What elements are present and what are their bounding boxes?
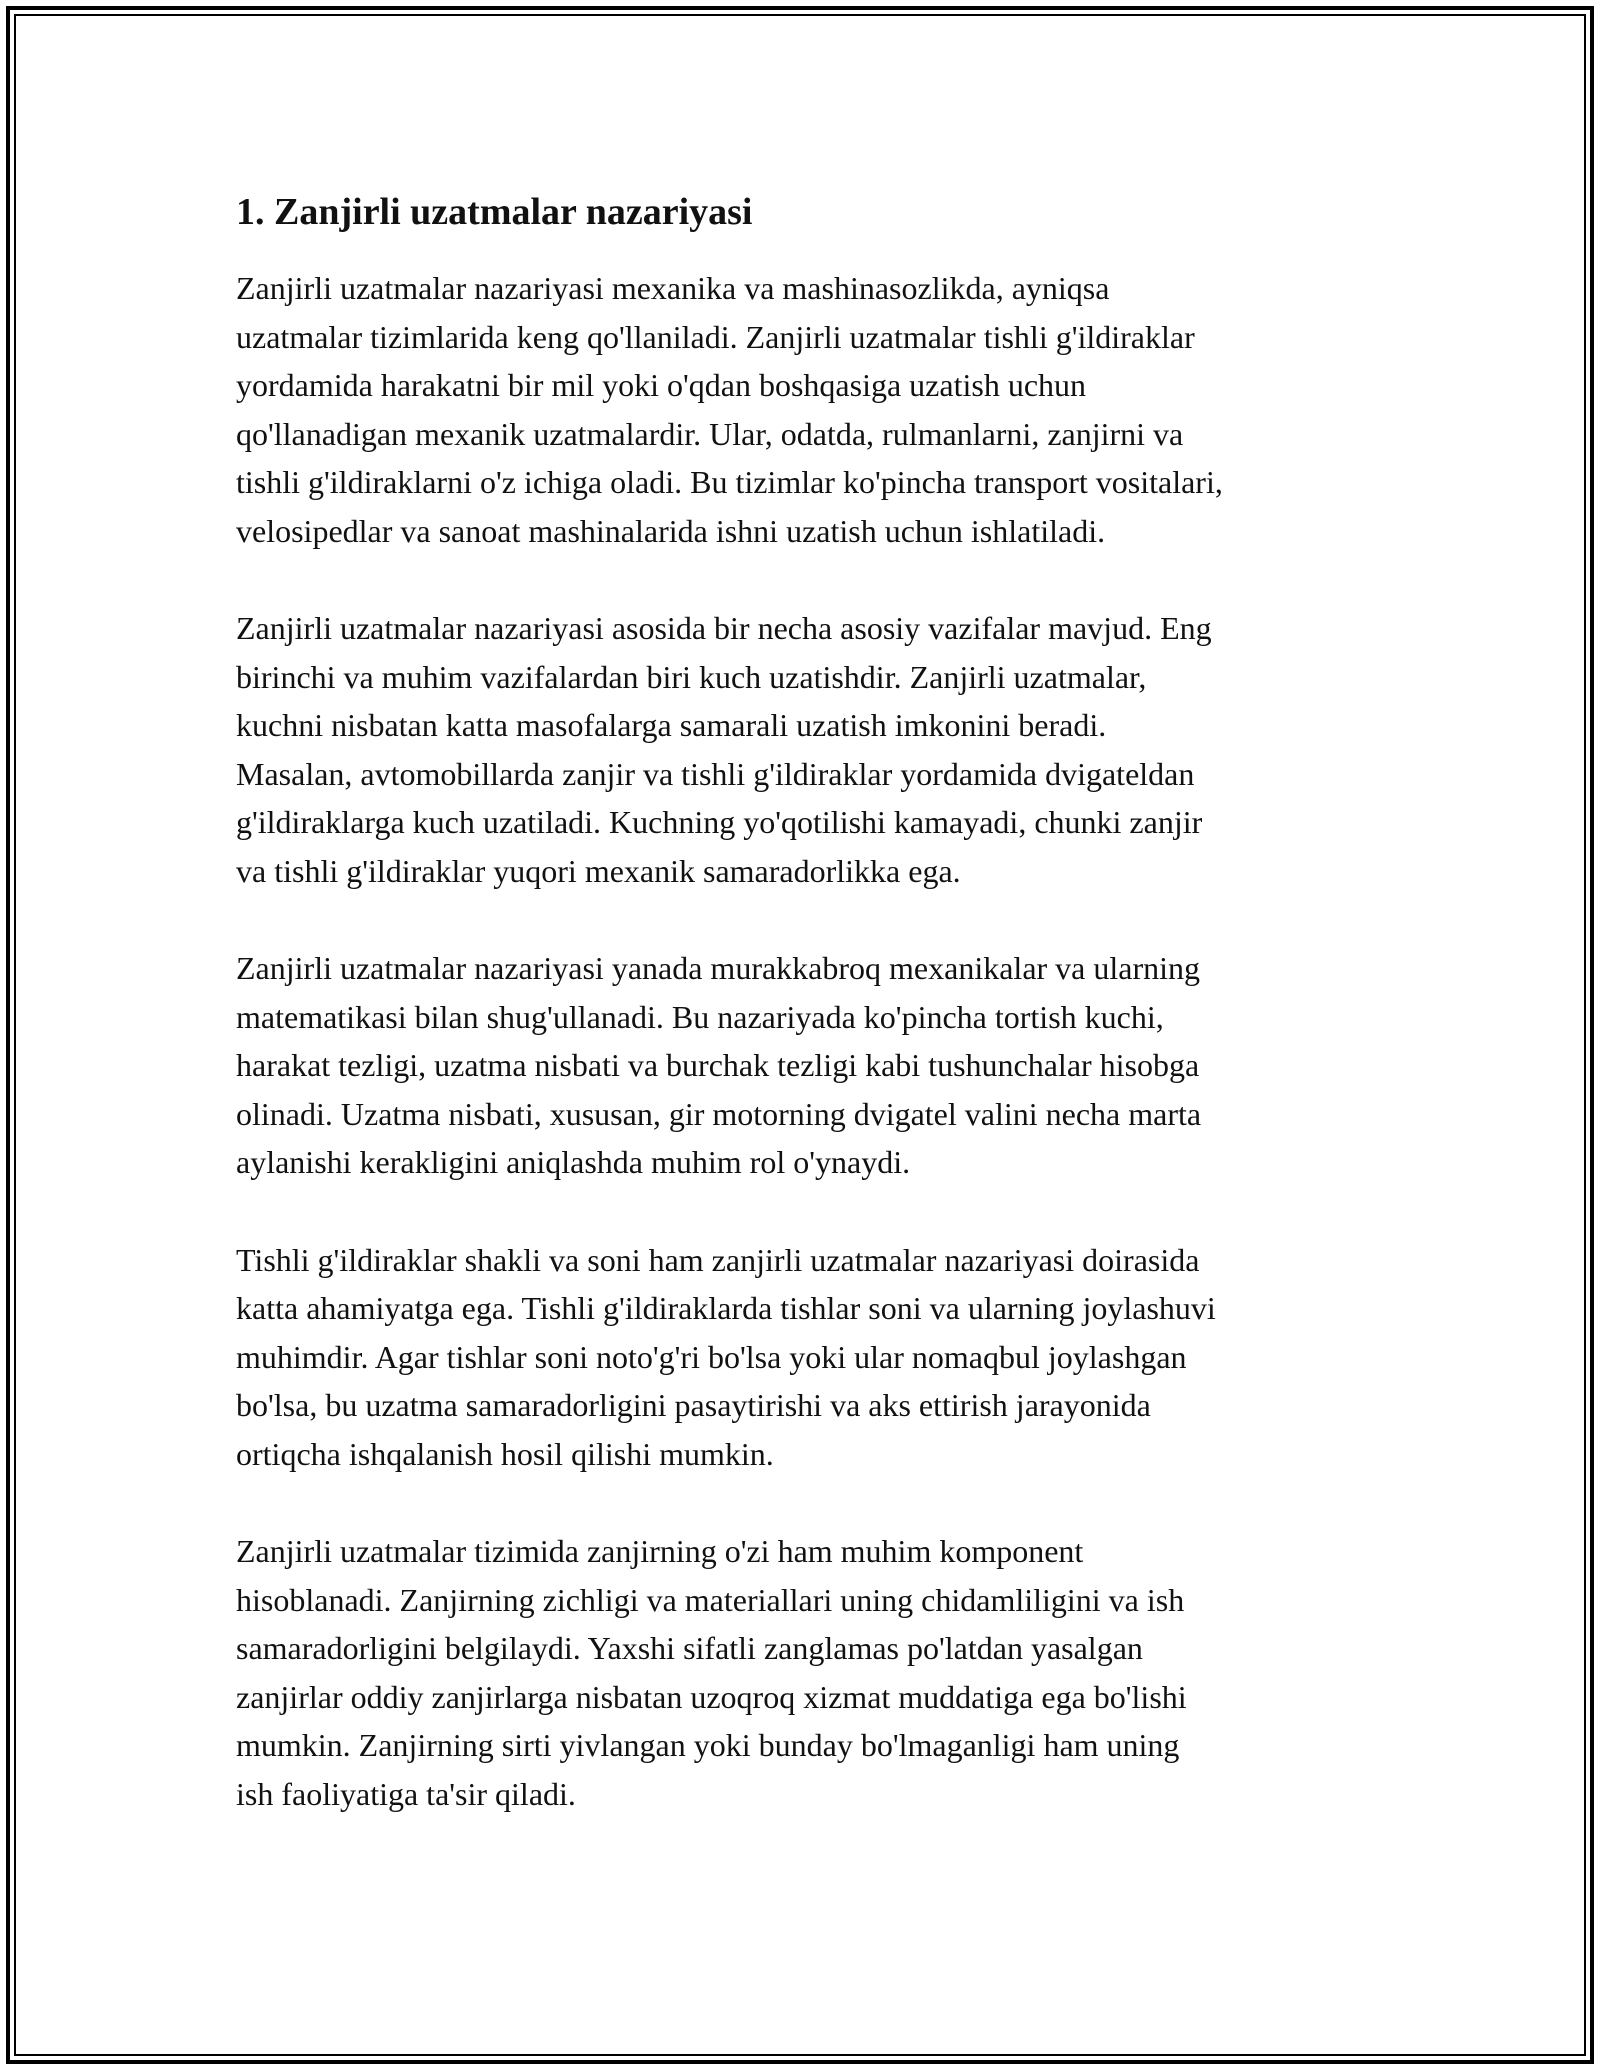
paragraph-line: uzatmalar tizimlarida keng qo'llaniladi. Zanjirli uzatmalar tishli g'ildiraklar [236, 318, 1195, 355]
paragraph-line: mumkin. Zanjirning sirti yivlangan yoki bunday bo'lmaganligi ham uning [236, 1727, 1180, 1763]
paragraph [236, 1236, 1386, 1479]
paragraph-line: Zanjirli uzatmalar nazariyasi yanada murakkabroq mexanikalar va ularning [236, 950, 1201, 986]
paragraph-line: birinchi va muhim vazifalardan biri kuch uzatishdir. Zanjirli uzatmalar, [236, 658, 1147, 695]
paragraph-line: ortiqcha ishqalanish hosil qilishi mumkin. [236, 1435, 774, 1472]
paragraph-line: matematikasi bilan shug'ullanadi. Bu nazariyada ko'pincha tortish kuchi, [236, 998, 1164, 1035]
paragraph-line: Zanjirli uzatmalar nazariyasi asosida bir necha asosiy vazifalar mavjud. Eng [236, 610, 1212, 646]
paragraph-line: velosipedlar va sanoat mashinalarida ishni uzatish uchun ishlatiladi. [236, 512, 1106, 549]
paragraph-line: ish faoliyatiga ta'sir qiladi. [236, 1775, 576, 1812]
paragraph-line: olinadi. Uzatma nisbati, xususan, gir motorning dvigatel valini necha marta [236, 1095, 1202, 1132]
paragraph-line: tishli g'ildiraklarni o'z ichiga oladi. Bu tizimlar ko'pincha transport vositalari, [236, 464, 1223, 500]
paragraph-line: g'ildiraklarga kuch uzatiladi. Kuchning yo'qotilishi kamayadi, chunki zanjir [236, 804, 1203, 840]
paragraph-line: qo'llanadigan mexanik uzatmalardir. Ular, odatda, rulmanlarni, zanjirni va [236, 415, 1184, 452]
paragraph [236, 604, 1386, 895]
paragraph-line: harakat tezligi, uzatma nisbati va burchak tezligi kabi tushunchalar hisobga [236, 1047, 1200, 1083]
section-heading: 1. Zanjirli uzatmalar nazariyasi [236, 191, 753, 233]
paragraph-line: Tishli g'ildiraklar shakli va soni ham zanjirli uzatmalar nazariyasi doirasida [236, 1241, 1200, 1278]
paragraph-line: zanjirlar oddiy zanjirlarga nisbatan uzoqroq xizmat muddatiga ega bo'lishi [236, 1678, 1187, 1715]
paragraph-line: muhimdir. Agar tishlar soni noto'g'ri bo'lsa yoki ular nomaqbul joylashgan [236, 1338, 1187, 1375]
paragraph-line: Zanjirli uzatmalar tizimida zanjirning o'zi ham muhim komponent [236, 1533, 1084, 1569]
paragraph-line: katta ahamiyatga ega. Tishli g'ildiraklarda tishlar soni va ularning joylashuvi [236, 1290, 1216, 1326]
paragraph-line: Zanjirli uzatmalar nazariyasi mexanika va mashinasozlikda, ayniqsa [236, 270, 1110, 306]
paragraph-line: bo'lsa, bu uzatma samaradorligini pasaytirishi va aks ettirish jarayonida [236, 1387, 1151, 1423]
paragraph [236, 944, 1386, 1187]
paragraph-list [236, 264, 1386, 1818]
paragraph-line: kuchni nisbatan katta masofalarga samarali uzatish imkonini beradi. [236, 707, 1107, 743]
paragraph-line: aylanishi kerakligini aniqlashda muhim rol o'ynaydi. [236, 1144, 911, 1180]
paragraph-line: Masalan, avtomobillarda zanjir va tishli g'ildiraklar yordamida dvigateldan [236, 755, 1195, 792]
paragraph-line: hisoblanadi. Zanjirning zichligi va materiallari uning chidamliligini va ish [236, 1581, 1185, 1618]
document-body [236, 188, 1386, 1867]
paragraph [236, 264, 1386, 555]
paragraph [236, 1527, 1386, 1818]
paragraph-line: yordamida harakatni bir mil yoki o'qdan boshqasiga uzatish uchun [236, 367, 1087, 403]
paragraph-line: va tishli g'ildiraklar yuqori mexanik samaradorlikka ega. [236, 852, 961, 889]
paragraph-line: samaradorligini belgilaydi. Yaxshi sifatli zanglamas po'latdan yasalgan [236, 1630, 1143, 1666]
